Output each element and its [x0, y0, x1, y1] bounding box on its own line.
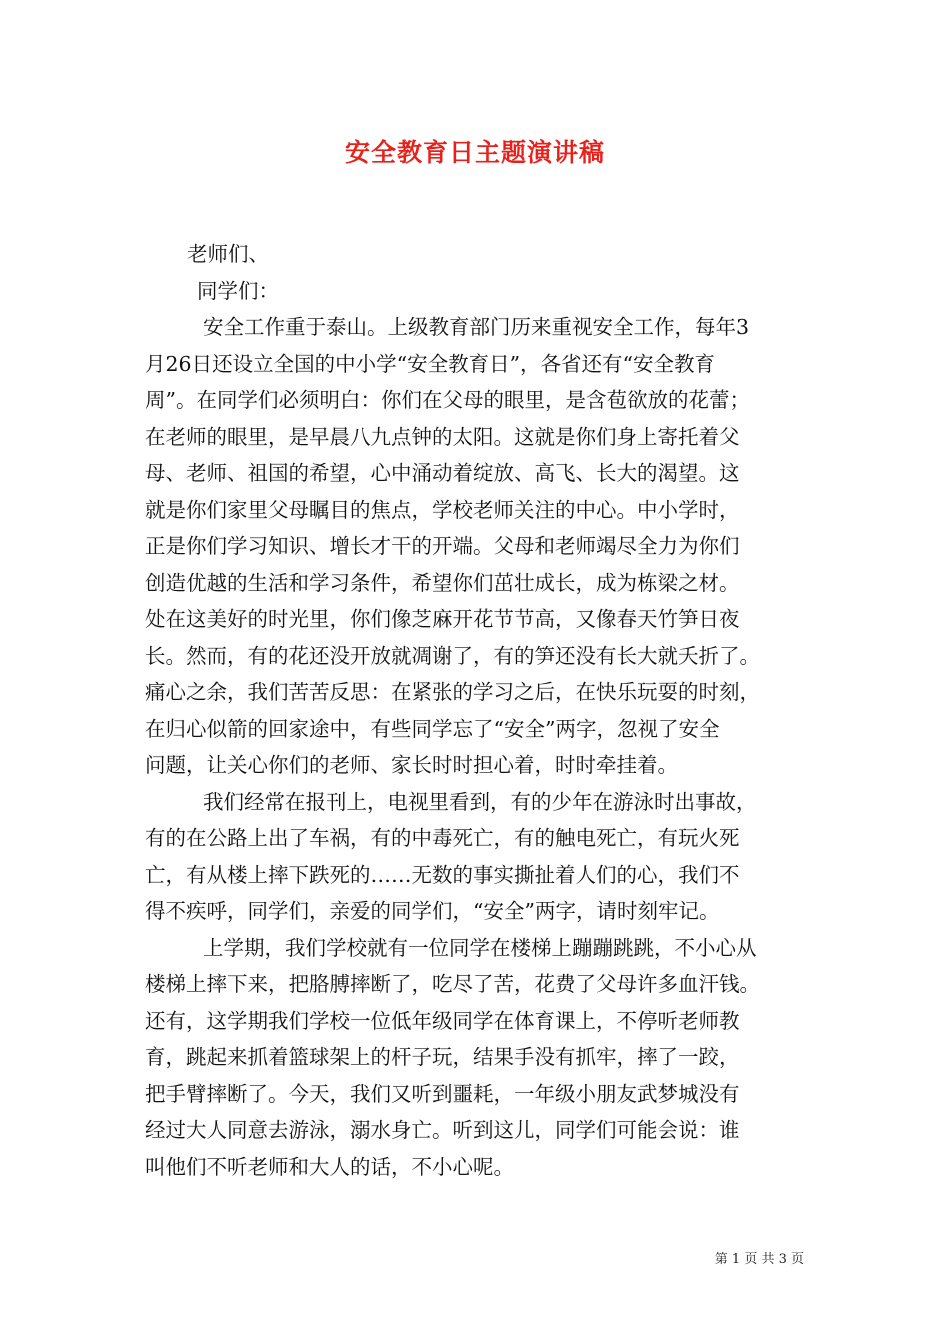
- page-number: 第 1 页 共 3 页: [714, 1252, 804, 1267]
- document-body: [145, 236, 810, 1185]
- paragraph-2: 我们经常在报刊上，电视里看到，有的少年在游泳时出事故， 有的在公路上出了车祸，有的中毒死亡，有的触电死亡，有玩火死 亡，有从楼上摔下跌死的……无数的事实撕扯着人们的心，我们不 得不疾呼，同学们，亲爱的同学们，“安全”两字，请时刻牢记。: [145, 789, 757, 923]
- document-title: 安全教育日主题演讲稿: [344, 138, 605, 167]
- paragraph-1: 安全工作重于泰山。上级教育部门历来重视安全工作，每年3 月26日还设立全国的中小学“安全教育日”，各省还有“安全教育 周”。在同学们必须明白：你们在父母的眼里，是含苞欲放的花蕾； 在老师的眼里，是早晨八九点钟的太阳。这就是你们身上寄托着父 母、老师、祖国的希望，心中涌动着绽放、高飞、长大的渴望。这 就是你们家里父母瞩目的焦点，学校老师关注的中心。中小学时， 正是你们学习知识、增长才干的开端。父母和老师竭尽全力为你们 创造优越的生活和学习条件，希望你们茁壮成长，成为栋梁之材。 处在这美好的时光里，你们像芝麻开花节节高，又像春天竹笋日夜 长。然而，有的花还没开放就凋谢了，有的笋还没有长大就夭折了。 痛心之余，我们苦苦反思：在紧张的学习之后，在快乐玩耍的时刻， 在归心似箭的回家途中，有些同学忘了“安全”两字，忽视了安全 问题，让关心你们的老师、家长时时担心着，时时牵挂着。: [145, 315, 760, 777]
- paragraph-3: 上学期，我们学校就有一位同学在楼梯上蹦蹦跳跳，不小心从 楼梯上摔下来，把胳膊摔断了，吃尽了苦，花费了父母许多血汗钱。 还有，这学期我们学校一位低年级同学在体育课上，不停听老师教 育，跳起来抓着篮球架上的杆子玩，结果手没有抓牢，摔了一跤， 把手臂摔断了。今天，我们又听到噩耗，一年级小朋友武梦城没有 经过大人同意去游泳，溺水身亡。听到这儿，同学们可能会说：谁 叫他们不听老师和大人的话，不小心呢。: [145, 935, 760, 1179]
- greeting-students: 同学们：: [197, 278, 279, 303]
- greeting-teachers: 老师们、: [187, 242, 269, 266]
